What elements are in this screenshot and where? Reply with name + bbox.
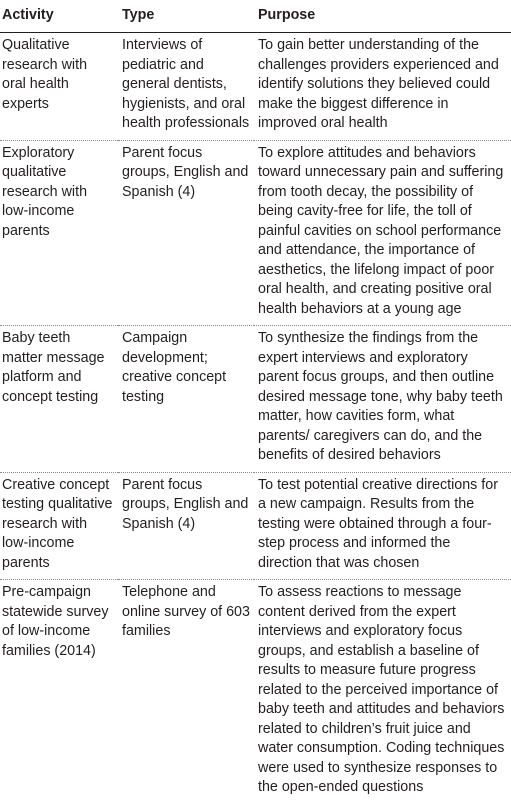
cell-type: Parent focus groups, English and Spanish (4) — [118, 472, 254, 580]
cell-purpose: To synthesize the findings from the expert interviews and exploratory parent focus groups, and then outline desired message tone, why baby teeth matter, how cavities form, what parents/ caregivers can do, and the benefits of desired behaviors — [254, 326, 511, 473]
table-row — [0, 326, 511, 473]
cell-activity: Creative concept testing qualitative research with low-income parents — [0, 472, 118, 580]
table-row — [0, 140, 511, 326]
table-header-row — [0, 0, 511, 33]
cell-purpose: To test potential creative directions for a new campaign. Results from the testing were obtained through a four-step process and informed the direction that was chosen — [254, 472, 511, 580]
cell-type: Interviews of pediatric and general dentists, hygienists, and oral health professionals — [118, 33, 254, 141]
cell-activity: Exploratory qualitative research with low-income parents — [0, 140, 118, 326]
header-type: Type — [118, 0, 254, 33]
cell-activity: Baby teeth matter message platform and concept testing — [0, 326, 118, 473]
header-activity: Activity — [0, 0, 118, 33]
cell-type: Parent focus groups, English and Spanish (4) — [118, 140, 254, 326]
cell-activity: Qualitative research with oral health experts — [0, 33, 118, 141]
cell-type: Campaign development; creative concept testing — [118, 326, 254, 473]
cell-purpose: To explore attitudes and behaviors toward unnecessary pain and suffering from tooth decay, the possibility of being cavity-free for life, the toll of painful cavities on school performance and attendance, the importance of aesthetics, the lifelong impact of poor oral health, and creating positive oral health behaviors at a young age — [254, 140, 511, 326]
header-purpose: Purpose — [254, 0, 511, 33]
cell-activity: Pre-campaign statewide survey of low-income families (2014) — [2, 584, 109, 659]
table-row — [0, 580, 511, 804]
cell-purpose: To assess reactions to message content derived from the expert interviews and exploratory focus groups, and establish a baseline of results to measure future progress related to the perceived importance of baby teeth and attitudes and behaviors related to children’s fruit juice and water consumption. Coding techniques were used to synthesize responses to the open-ended questions — [258, 584, 505, 795]
table-row — [0, 472, 511, 580]
cell-type: Telephone and online survey of 603 families — [122, 584, 250, 639]
cell-purpose: To gain better understanding of the challenges providers experienced and identify solutions they believed could make the biggest difference in improved oral health — [254, 33, 511, 141]
table-row — [0, 33, 511, 141]
